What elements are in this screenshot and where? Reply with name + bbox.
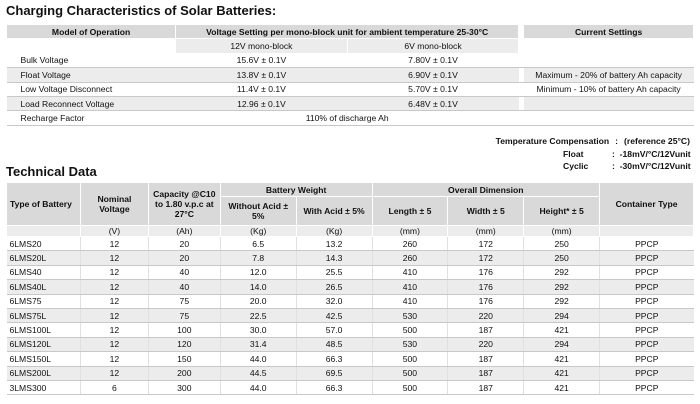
technical-header-row-1: [7, 183, 694, 197]
recharge-row: [7, 111, 694, 125]
cell-w: 187: [448, 380, 524, 394]
cell-type: 6LMS75L: [7, 308, 81, 322]
cell-h: 292: [524, 280, 600, 294]
h-dimension: Overall Dimension: [372, 183, 600, 197]
charging-row-current: [524, 96, 694, 110]
charging-row-6v: 6.48V ± 0.1V: [347, 96, 519, 110]
charging-row-current: Maximum - 20% of battery Ah capacity: [524, 68, 694, 82]
cell-wi: 57.0: [296, 323, 372, 337]
cell-l: 500: [372, 323, 448, 337]
recharge-label: Recharge Factor: [7, 111, 176, 125]
charging-row-label: Low Voltage Disconnect: [7, 82, 176, 96]
cell-w: 187: [448, 352, 524, 366]
cell-wi: 14.3: [296, 251, 372, 265]
comp-cyclic-row: [563, 161, 588, 171]
technical-row: [7, 237, 694, 251]
comp-cyclic-value: -30mV/°C/12Vunit: [619, 161, 691, 171]
col-voltage-setting: Voltage Setting per mono-block unit for ambient temperature 25-30°C: [176, 25, 519, 39]
technical-title: Technical Data: [6, 164, 97, 179]
technical-row: [7, 251, 694, 265]
cell-v: 12: [80, 323, 148, 337]
technical-row: [7, 308, 694, 322]
cell-h: 421: [524, 323, 600, 337]
h-nominal: Nominal Voltage: [80, 183, 148, 226]
u-mm-width: (mm): [448, 226, 524, 237]
charging-row: [7, 96, 694, 110]
charging-row-12v: 12.96 ± 0.1V: [176, 96, 348, 110]
technical-row: [7, 323, 694, 337]
cell-v: 12: [80, 280, 148, 294]
cell-wo: 7.8: [220, 251, 296, 265]
cell-ah: 300: [148, 380, 220, 394]
cell-w: 176: [448, 265, 524, 279]
cell-c: PPCP: [600, 237, 694, 251]
charging-row-6v: 6.90V ± 0.1V: [347, 68, 519, 82]
cell-type: 6LMS120L: [7, 337, 81, 351]
cell-ah: 150: [148, 352, 220, 366]
cell-c: PPCP: [600, 251, 694, 265]
cell-ah: 40: [148, 265, 220, 279]
cell-wo: 12.0: [220, 265, 296, 279]
cell-type: 3LMS300: [7, 380, 81, 394]
cell-type: 6LMS100L: [7, 323, 81, 337]
cell-h: 292: [524, 265, 600, 279]
recharge-value: 110% of discharge Ah: [176, 111, 519, 125]
cell-wi: 26.5: [296, 280, 372, 294]
h-without: Without Acid ± 5%: [220, 197, 296, 226]
charging-title: Charging Characteristics of Solar Batteries:: [6, 3, 277, 18]
cell-h: 421: [524, 380, 600, 394]
cell-wi: 13.2: [296, 237, 372, 251]
charging-row-current: Minimum - 10% of battery Ah capacity: [524, 82, 694, 96]
cell-v: 12: [80, 352, 148, 366]
cell-wi: 48.5: [296, 337, 372, 351]
charging-row-label: Float Voltage: [7, 68, 176, 82]
cell-type: 6LMS40: [7, 265, 81, 279]
cell-h: 294: [524, 308, 600, 322]
cell-c: PPCP: [600, 280, 694, 294]
cell-l: 410: [372, 294, 448, 308]
cell-wi: 66.3: [296, 352, 372, 366]
comp-title: Temperature Compensation: [495, 136, 610, 146]
h-container: Container Type: [600, 183, 694, 226]
charging-row: [7, 82, 694, 96]
u-v: (V): [80, 226, 148, 237]
cell-wo: 20.0: [220, 294, 296, 308]
technical-units-row: [7, 226, 694, 237]
cell-h: 250: [524, 251, 600, 265]
cell-wo: 44.0: [220, 380, 296, 394]
cell-v: 6: [80, 380, 148, 394]
cell-wi: 25.5: [296, 265, 372, 279]
cell-type: 6LMS75: [7, 294, 81, 308]
h-height: Height* ± 5: [524, 197, 600, 226]
sub-12v: 12V mono-block: [176, 39, 348, 53]
charging-row: [7, 68, 694, 82]
cell-c: PPCP: [600, 308, 694, 322]
cell-l: 530: [372, 337, 448, 351]
cell-h: 250: [524, 237, 600, 251]
technical-row: [7, 366, 694, 380]
cell-l: 410: [372, 265, 448, 279]
technical-table: [6, 182, 694, 395]
cell-v: 12: [80, 251, 148, 265]
cell-l: 500: [372, 352, 448, 366]
cell-h: 292: [524, 294, 600, 308]
cell-c: PPCP: [600, 380, 694, 394]
cell-c: PPCP: [600, 323, 694, 337]
sub-6v: 6V mono-block: [347, 39, 519, 53]
cell-c: PPCP: [600, 337, 694, 351]
cell-h: 421: [524, 352, 600, 366]
cell-type: 6LMS20: [7, 237, 81, 251]
cell-v: 12: [80, 308, 148, 322]
cell-ah: 20: [148, 237, 220, 251]
cell-w: 220: [448, 308, 524, 322]
u-mm-height: (mm): [524, 226, 600, 237]
cell-wo: 14.0: [220, 280, 296, 294]
cell-wo: 6.5: [220, 237, 296, 251]
technical-row: [7, 337, 694, 351]
cell-l: 410: [372, 280, 448, 294]
charging-row-label: Load Reconnect Voltage: [7, 96, 176, 110]
charging-subheader-row: [7, 39, 694, 53]
cell-v: 12: [80, 337, 148, 351]
temperature-compensation: Temperature Compensation : (reference 25°C): [495, 136, 690, 146]
u-ah: (Ah): [148, 226, 220, 237]
h-type: Type of Battery: [7, 183, 81, 226]
charging-row: [7, 53, 694, 67]
cell-v: 12: [80, 366, 148, 380]
cell-h: 294: [524, 337, 600, 351]
comp-reference: (reference 25°C): [623, 136, 690, 146]
cell-w: 220: [448, 337, 524, 351]
technical-row: [7, 265, 694, 279]
cell-w: 172: [448, 251, 524, 265]
h-length: Length ± 5: [372, 197, 448, 226]
col-model: Model of Operation: [7, 25, 176, 39]
cell-l: 260: [372, 237, 448, 251]
cell-wi: 32.0: [296, 294, 372, 308]
cell-l: 260: [372, 251, 448, 265]
cell-type: 6LMS200L: [7, 366, 81, 380]
charging-row-6v: 5.70V ± 0.1V: [347, 82, 519, 96]
comp-float-label: Float: [563, 149, 584, 159]
technical-row: [7, 294, 694, 308]
technical-row: [7, 280, 694, 294]
u-kg-without: (Kg): [220, 226, 296, 237]
h-weight: Battery Weight: [220, 183, 372, 197]
cell-c: PPCP: [600, 265, 694, 279]
cell-wi: 42.5: [296, 308, 372, 322]
cell-wo: 31.4: [220, 337, 296, 351]
cell-ah: 75: [148, 308, 220, 322]
cell-l: 530: [372, 308, 448, 322]
cell-ah: 200: [148, 366, 220, 380]
comp-cyclic-label: Cyclic: [563, 161, 589, 171]
charging-row-6v: 7.80V ± 0.1V: [347, 53, 519, 67]
cell-ah: 75: [148, 294, 220, 308]
cell-ah: 100: [148, 323, 220, 337]
cell-h: 421: [524, 366, 600, 380]
h-with: With Acid ± 5%: [296, 197, 372, 226]
technical-row: [7, 380, 694, 394]
cell-w: 172: [448, 237, 524, 251]
charging-row-12v: 13.8V ± 0.1V: [176, 68, 348, 82]
cell-ah: 40: [148, 280, 220, 294]
cell-w: 187: [448, 323, 524, 337]
cell-l: 500: [372, 366, 448, 380]
cell-w: 176: [448, 280, 524, 294]
cell-v: 12: [80, 237, 148, 251]
col-current-settings: Current Settings: [524, 25, 694, 39]
u-kg-with: (Kg): [296, 226, 372, 237]
cell-ah: 20: [148, 251, 220, 265]
cell-l: 500: [372, 380, 448, 394]
cell-ah: 120: [148, 337, 220, 351]
cell-wo: 44.0: [220, 352, 296, 366]
cell-type: 6LMS20L: [7, 251, 81, 265]
cell-wo: 30.0: [220, 323, 296, 337]
cell-wo: 44.5: [220, 366, 296, 380]
h-capacity: Capacity @C10 to 1.80 v.p.c at 27°C: [148, 183, 220, 226]
technical-row: [7, 352, 694, 366]
charging-row-12v: 11.4V ± 0.1V: [176, 82, 348, 96]
cell-v: 12: [80, 265, 148, 279]
cell-wi: 69.5: [296, 366, 372, 380]
charging-row-current: [524, 53, 694, 67]
u-container: [600, 226, 694, 237]
cell-c: PPCP: [600, 352, 694, 366]
cell-c: PPCP: [600, 366, 694, 380]
h-width: Width ± 5: [448, 197, 524, 226]
comp-float-row: [563, 149, 584, 159]
cell-v: 12: [80, 294, 148, 308]
u-type: [7, 226, 81, 237]
cell-type: 6LMS40L: [7, 280, 81, 294]
cell-type: 6LMS150L: [7, 352, 81, 366]
cell-w: 187: [448, 366, 524, 380]
comp-float-value: -18mV/°C/12Vunit: [619, 149, 691, 159]
cell-wo: 22.5: [220, 308, 296, 322]
charging-row-12v: 15.6V ± 0.1V: [176, 53, 348, 67]
cell-c: PPCP: [600, 294, 694, 308]
cell-wi: 66.3: [296, 380, 372, 394]
cell-w: 176: [448, 294, 524, 308]
charging-table: [6, 24, 694, 126]
charging-row-label: Bulk Voltage: [7, 53, 176, 67]
charging-header-row: [7, 25, 694, 39]
u-mm-length: (mm): [372, 226, 448, 237]
